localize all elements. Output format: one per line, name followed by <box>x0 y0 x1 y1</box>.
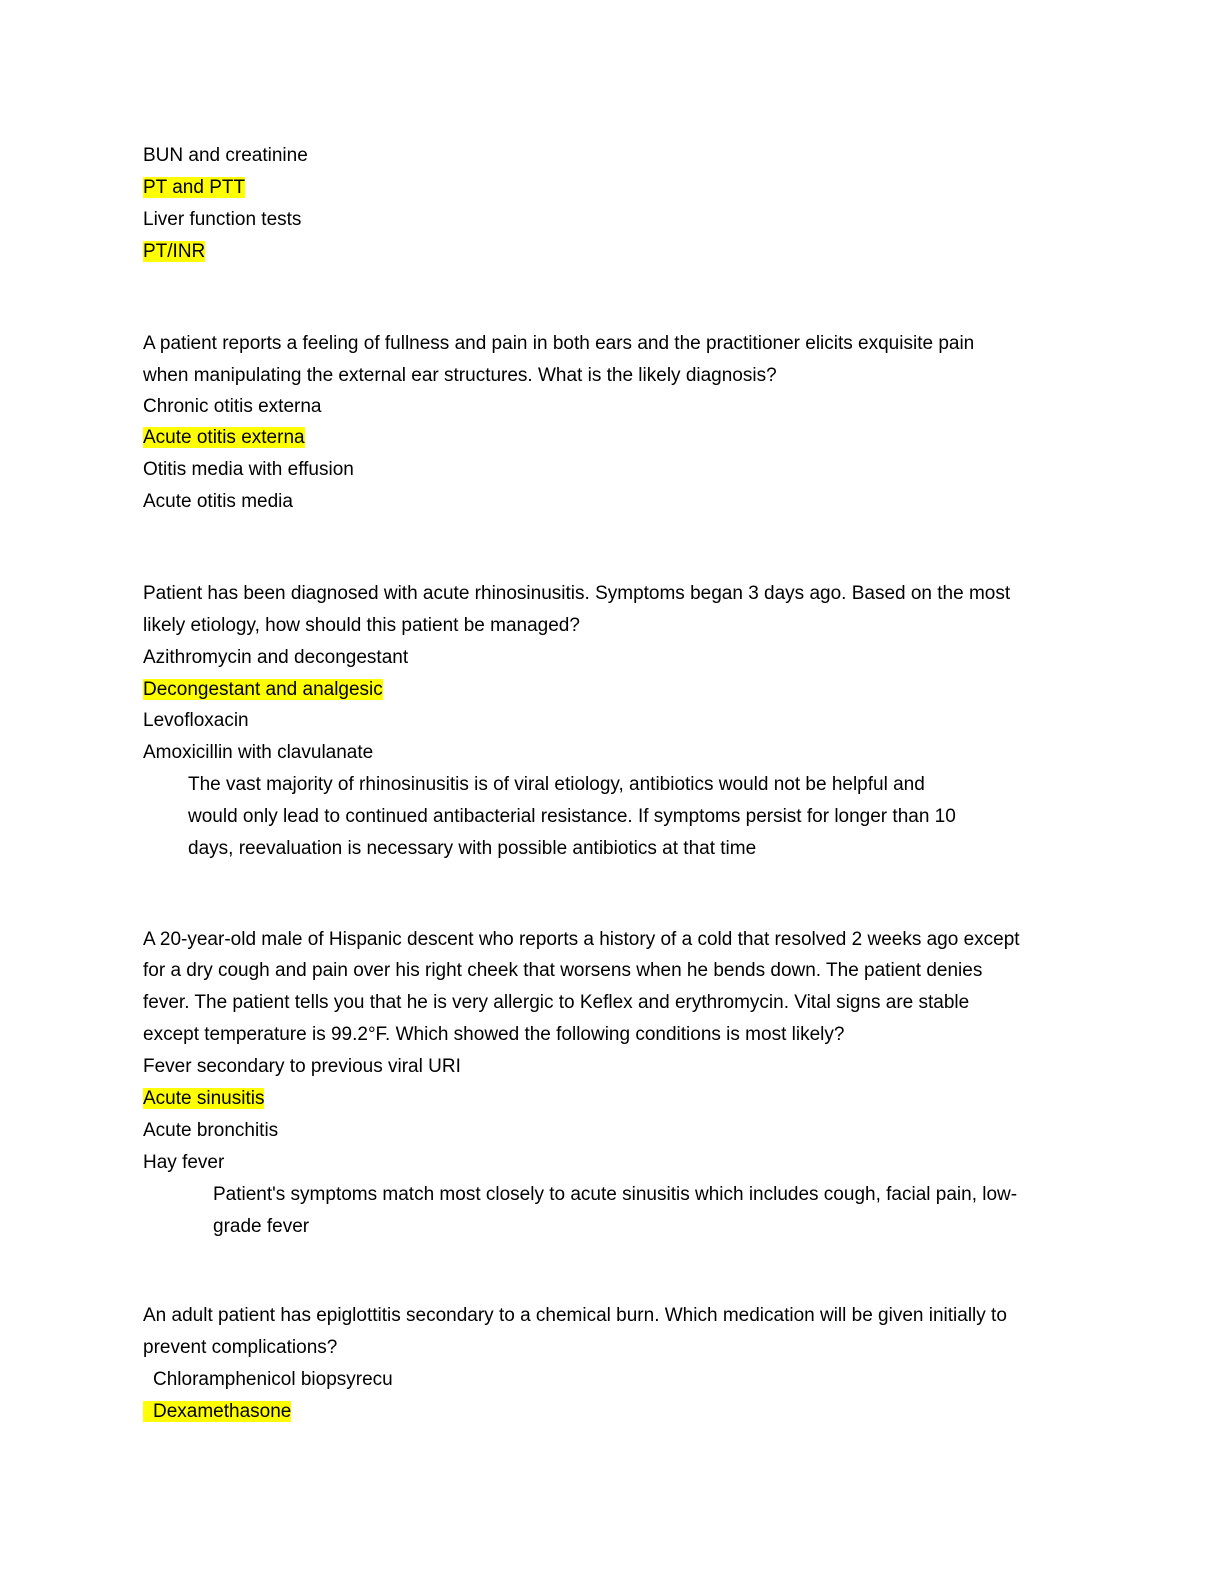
q1-option-2-correct <box>143 174 245 202</box>
q4-stem-line-3: fever. The patient tells you that he is very allergic to Keflex and erythromycin. Vital signs are stable <box>143 992 970 1013</box>
q4-rationale-line-1: Patient's symptoms match most closely to acute sinusitis which includes cough, facial pain, low- <box>213 1184 1018 1205</box>
q2-option-4: Acute otitis media <box>143 491 293 512</box>
q4-stem-line-4: except temperature is 99.2°F. Which showed the following conditions is most likely? <box>143 1024 845 1045</box>
q5-stem-line-2: prevent complications? <box>143 1337 338 1358</box>
q3-rationale-line-1: The vast majority of rhinosinusitis is of viral etiology, antibiotics would not be helpful and <box>188 774 925 795</box>
highlight: Dexamethasone <box>143 1401 291 1422</box>
q4-option-2-correct <box>143 1085 264 1113</box>
q2-option-3: Otitis media with effusion <box>143 459 354 480</box>
q5-option-2-correct <box>143 1398 291 1426</box>
q4-option-4: Hay fever <box>143 1152 225 1173</box>
q3-option-2-correct <box>143 676 383 704</box>
q4-stem-line-2: for a dry cough and pain over his right cheek that worsens when he bends down. The patient denies <box>143 960 983 981</box>
q4-option-3: Acute bronchitis <box>143 1120 279 1141</box>
q3-stem-line-1: Patient has been diagnosed with acute rhinosinusitis. Symptoms began 3 days ago. Based on the most <box>143 583 1011 604</box>
q2-stem-line-1: A patient reports a feeling of fullness and pain in both ears and the practitioner elicits exquisite pain <box>143 333 975 354</box>
q3-option-1: Azithromycin and decongestant <box>143 647 409 668</box>
q1-option-3: Liver function tests <box>143 209 302 230</box>
q1-option-4-correct <box>143 238 205 266</box>
highlight: Acute otitis externa <box>143 427 305 448</box>
q1-option-1: BUN and creatinine <box>143 145 308 166</box>
highlight: Decongestant and analgesic <box>143 679 383 700</box>
q4-stem-line-1: A 20-year-old male of Hispanic descent who reports a history of a cold that resolved 2 weeks ago except <box>143 929 1020 950</box>
q2-option-1: Chronic otitis externa <box>143 396 322 417</box>
q4-rationale-line-2: grade fever <box>213 1216 310 1237</box>
q2-option-2-correct <box>143 424 305 452</box>
q2-stem-line-2: when manipulating the external ear structures. What is the likely diagnosis? <box>143 365 777 386</box>
highlight: Acute sinusitis <box>143 1088 265 1109</box>
highlight: PT/INR <box>143 241 206 262</box>
q5-stem-line-1: An adult patient has epiglottitis secondary to a chemical burn. Which medication will be given initially to <box>143 1305 1007 1326</box>
q4-option-1: Fever secondary to previous viral URI <box>143 1056 461 1077</box>
highlight: PT and PTT <box>143 177 246 198</box>
q3-option-3: Levofloxacin <box>143 710 249 731</box>
q5-option-1: Chloramphenicol biopsyrecu <box>153 1369 393 1390</box>
q3-rationale-line-3: days, reevaluation is necessary with possible antibiotics at that time <box>188 838 757 859</box>
q3-rationale-line-2: would only lead to continued antibacterial resistance. If symptoms persist for longer than 10 <box>188 806 956 827</box>
q3-option-4: Amoxicillin with clavulanate <box>143 742 374 763</box>
q3-stem-line-2: likely etiology, how should this patient be managed? <box>143 615 580 636</box>
